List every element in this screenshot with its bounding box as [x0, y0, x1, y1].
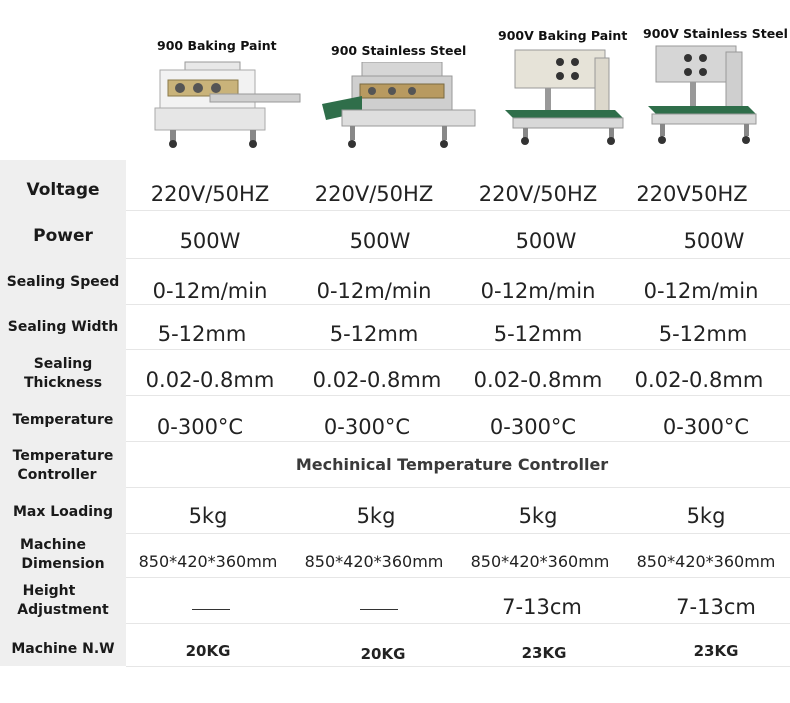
temperature-value-4: 0-300°C: [662, 415, 750, 439]
max-loading-value-2: 5kg: [356, 504, 396, 528]
sealing-thickness-value-3: 0.02-0.8mm: [473, 368, 603, 392]
row-label-machine-dimension-line-2: Dimension: [21, 556, 105, 572]
machine-nw-value-3: 23KG: [521, 644, 567, 662]
row-label-height-adjustment-line-2: Adjustment: [17, 602, 109, 618]
sealing-speed-value-1: 0-12m/min: [152, 279, 268, 303]
machine-image-1: [150, 60, 302, 150]
max-loading-value-1: 5kg: [188, 504, 228, 528]
machine-dimension-value-4: 850*420*360mm: [636, 552, 776, 571]
row-divider: [126, 577, 790, 578]
product-title-4: 900V Stainless Steel: [643, 26, 788, 41]
height-adjustment-dash-2: [360, 609, 398, 610]
max-loading-value-4: 5kg: [686, 504, 726, 528]
voltage-value-3: 220V/50HZ: [478, 182, 598, 206]
product-title-3: 900V Baking Paint: [498, 28, 628, 43]
sealing-thickness-value-4: 0.02-0.8mm: [634, 368, 764, 392]
row-label-temperature-controller-line-1: Temperature: [12, 448, 114, 464]
machine-image-2: [322, 62, 477, 150]
sealing-width-value-4: 5-12mm: [658, 322, 748, 346]
sealing-thickness-value-2: 0.02-0.8mm: [312, 368, 442, 392]
row-divider: [126, 666, 790, 667]
height-adjustment-value-3: 7-13cm: [502, 595, 582, 619]
machine-dimension-value-1: 850*420*360mm: [138, 552, 278, 571]
row-label-sealing-thickness-line-2: Thickness: [23, 375, 103, 391]
row-divider: [126, 304, 790, 305]
row-divider: [126, 623, 790, 624]
sealing-speed-value-3: 0-12m/min: [480, 279, 596, 303]
power-value-2: 500W: [349, 229, 411, 253]
row-divider: [126, 258, 790, 259]
sealing-width-value-1: 5-12mm: [157, 322, 247, 346]
row-label-height-adjustment-line-1: Height: [22, 583, 76, 599]
row-label-temperature-controller-line-2: Controller: [17, 467, 97, 483]
voltage-value-1: 220V/50HZ: [150, 182, 270, 206]
row-label-sealing-speed: Sealing Speed: [6, 274, 120, 290]
row-label-sealing-thickness-line-1: Sealing: [33, 356, 93, 372]
product-title-2: 900 Stainless Steel: [331, 43, 467, 58]
row-label-power: Power: [33, 226, 93, 246]
product-header: [0, 0, 790, 160]
height-adjustment-dash-1: [192, 609, 230, 610]
sealing-speed-value-2: 0-12m/min: [316, 279, 432, 303]
power-value-3: 500W: [515, 229, 577, 253]
row-label-temperature: Temperature: [12, 412, 114, 428]
temperature-value-3: 0-300°C: [489, 415, 577, 439]
row-divider: [126, 349, 790, 350]
voltage-value-4: 220V50HZ: [636, 182, 748, 206]
row-label-sealing-width: Sealing Width: [7, 319, 119, 335]
machine-nw-value-2: 20KG: [360, 645, 406, 663]
machine-image-4: [648, 44, 760, 148]
temperature-controller-value: Mechinical Temperature Controller: [295, 455, 609, 474]
power-value-4: 500W: [683, 229, 745, 253]
machine-nw-value-4: 23KG: [693, 642, 739, 660]
temperature-value-1: 0-300°C: [156, 415, 244, 439]
height-adjustment-value-4: 7-13cm: [676, 595, 756, 619]
product-title-1: 900 Baking Paint: [157, 38, 277, 53]
machine-nw-value-1: 20KG: [185, 642, 231, 660]
temperature-value-2: 0-300°C: [323, 415, 411, 439]
machine-dimension-value-3: 850*420*360mm: [470, 552, 610, 571]
sealing-width-value-2: 5-12mm: [329, 322, 419, 346]
row-divider: [126, 395, 790, 396]
row-label-machine-dimension-line-1: Machine: [20, 537, 86, 553]
sealing-width-value-3: 5-12mm: [493, 322, 583, 346]
row-divider: [126, 533, 790, 534]
machine-image-3: [505, 48, 625, 148]
row-divider: [126, 441, 790, 442]
row-label-max-loading: Max Loading: [12, 504, 114, 520]
row-divider: [126, 487, 790, 488]
max-loading-value-3: 5kg: [518, 504, 558, 528]
power-value-1: 500W: [179, 229, 241, 253]
machine-dimension-value-2: 850*420*360mm: [304, 552, 444, 571]
row-divider: [126, 210, 790, 211]
sealing-thickness-value-1: 0.02-0.8mm: [145, 368, 275, 392]
row-label-voltage: Voltage: [26, 180, 100, 200]
sealing-speed-value-4: 0-12m/min: [643, 279, 759, 303]
row-label-machine-nw: Machine N.W: [11, 641, 115, 657]
voltage-value-2: 220V/50HZ: [314, 182, 434, 206]
